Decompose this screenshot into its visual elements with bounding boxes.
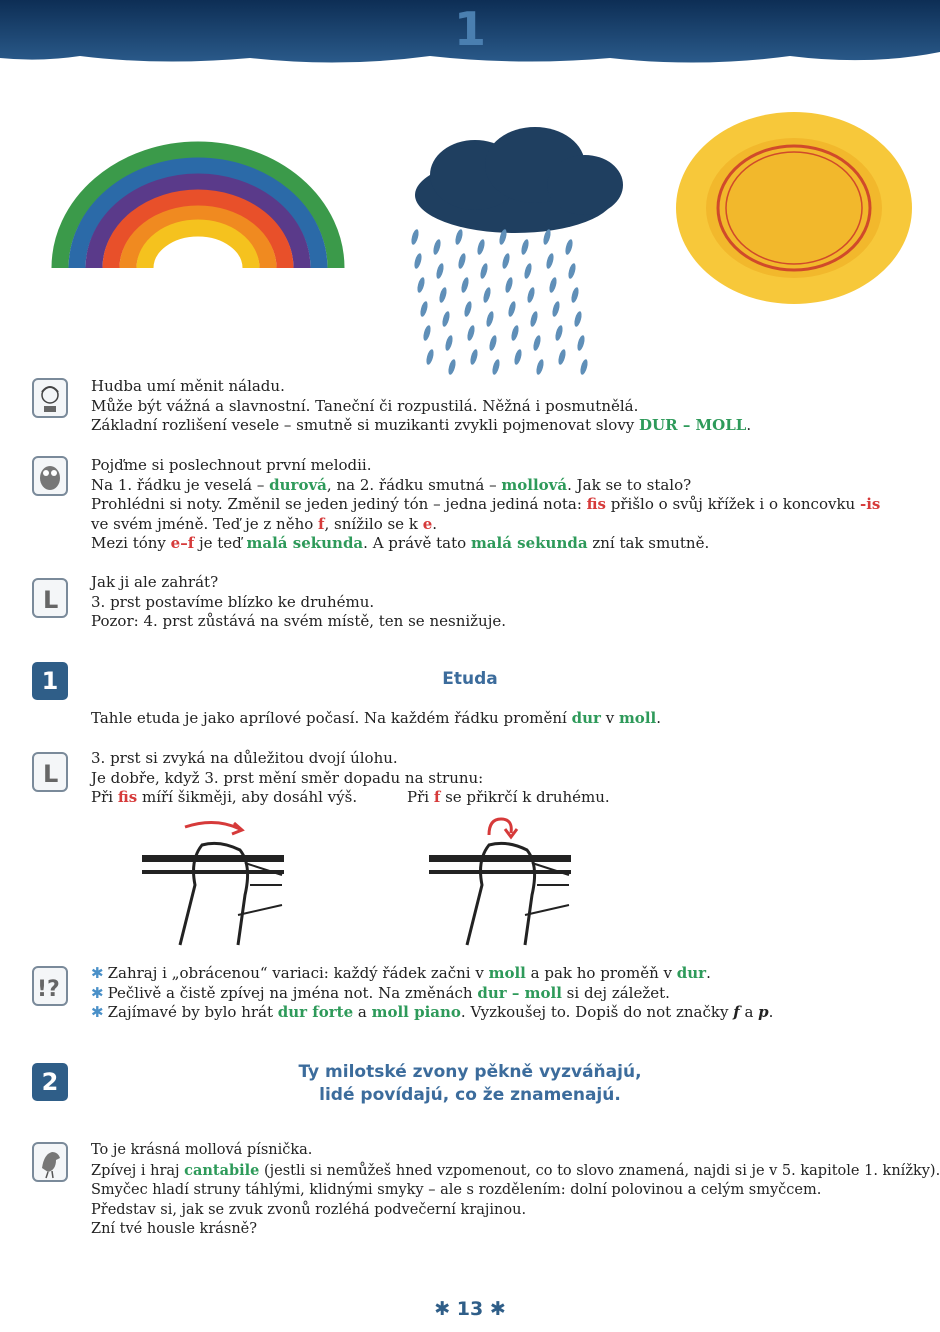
ornament-icon: ✱ bbox=[489, 1298, 506, 1320]
raindrop bbox=[501, 252, 511, 269]
play-line: 3. prst postavíme blízko ke druhému. bbox=[91, 592, 375, 611]
term-mala-sekunda: malá sekunda bbox=[470, 534, 588, 553]
bullet-icon: ✱ bbox=[91, 964, 104, 982]
term-moll: moll bbox=[488, 964, 526, 982]
term-mala-sekunda: malá sekunda bbox=[246, 534, 364, 553]
raindrop bbox=[422, 324, 432, 341]
task-item bbox=[91, 964, 773, 984]
note-f: f bbox=[318, 514, 325, 533]
etuda-text bbox=[91, 709, 661, 729]
raindrop bbox=[573, 310, 583, 327]
text-run: a pak ho proměň v bbox=[525, 964, 677, 982]
song-line: Představ si, jak se zvuk zvonů rozléhá podvečerní krajinou. bbox=[91, 1201, 527, 1218]
note-e: e bbox=[170, 534, 181, 553]
raindrop bbox=[523, 262, 533, 279]
raindrop bbox=[416, 276, 426, 293]
left-hand-icon bbox=[32, 578, 68, 618]
term-dur: dur bbox=[477, 983, 507, 1002]
text-run: (jestli si nemůžeš hned vzpomenout, co to slovo znamená, najdi si je v 5. kapitole 1. knížky). bbox=[259, 1162, 940, 1179]
term-cantabile: cantabile bbox=[184, 1161, 260, 1179]
chapter-banner bbox=[0, 0, 940, 70]
raindrop bbox=[567, 262, 577, 279]
dash: – bbox=[506, 983, 525, 1002]
listen-line bbox=[91, 476, 880, 496]
note-fis: fis bbox=[117, 788, 138, 807]
listen-line: Pojďme si poslechnout první melodii. bbox=[91, 456, 372, 474]
listen-text bbox=[91, 456, 880, 554]
raindrop bbox=[485, 310, 495, 327]
text-run: zní tak smutně. bbox=[587, 534, 710, 553]
sun-illustration bbox=[672, 108, 917, 308]
ornament-icon: ✱ bbox=[434, 1298, 451, 1320]
term-moll: moll bbox=[618, 709, 657, 727]
raindrop bbox=[529, 310, 539, 327]
raindrop bbox=[513, 348, 523, 365]
raindrop bbox=[432, 238, 442, 255]
raindrop bbox=[535, 358, 545, 375]
text-run: Zahraj i „obrácenou“ variaci: každý řádek začni v bbox=[107, 964, 489, 982]
term-moll-piano: moll piano bbox=[371, 1003, 461, 1022]
raindrop bbox=[441, 310, 451, 327]
text-run: . bbox=[768, 1003, 774, 1022]
raindrop bbox=[520, 238, 530, 255]
bullet-icon: ✱ bbox=[91, 983, 104, 1002]
dynamic-forte-sign: f bbox=[733, 1003, 740, 1022]
text-run: Zpívej i hraj bbox=[91, 1162, 185, 1179]
svg-text:L: L bbox=[43, 760, 59, 788]
hand-f-illustration bbox=[427, 815, 577, 950]
bullet-icon: ✱ bbox=[91, 1003, 104, 1022]
svg-text:L: L bbox=[43, 586, 59, 614]
intro-line bbox=[91, 416, 751, 436]
note-fis: fis bbox=[586, 495, 607, 514]
term-mollova: mollová bbox=[501, 475, 568, 494]
text-run: v bbox=[600, 709, 619, 727]
etuda-line bbox=[91, 709, 661, 729]
term-moll: moll bbox=[524, 983, 562, 1002]
raindrop bbox=[447, 358, 457, 375]
play-line: Jak ji ale zahrát? bbox=[91, 573, 219, 591]
intro-text bbox=[91, 377, 751, 436]
text-run: . Jak se to stalo? bbox=[567, 475, 692, 494]
listen-line bbox=[91, 495, 880, 515]
raindrop bbox=[507, 300, 517, 317]
song-line: Smyčec hladí struny táhlými, klidnými smyky – ale s rozdělením: dolní polovinou a celým smyčcem. bbox=[91, 1182, 822, 1199]
tasks-text bbox=[91, 964, 773, 1023]
rainbow-illustration bbox=[40, 118, 355, 278]
raindrop bbox=[438, 286, 448, 303]
text-run: míří šikměji, aby dosáhl výš. bbox=[137, 788, 358, 807]
finger-line: Je dobře, když 3. prst mění směr dopadu na strunu: bbox=[91, 768, 484, 787]
raindrop bbox=[425, 348, 435, 365]
raindrop bbox=[504, 276, 514, 293]
page-number bbox=[0, 1298, 940, 1320]
raindrop bbox=[579, 358, 589, 375]
raindrop bbox=[491, 358, 501, 375]
song-line bbox=[91, 1161, 940, 1182]
raindrop bbox=[419, 300, 429, 317]
text-run: Zajímavé by bylo hrát bbox=[107, 1003, 278, 1022]
section-title-etuda: Etuda bbox=[442, 669, 498, 689]
intro-line: Může být vážná a slavnostní. Taneční či rozpustilá. Něžná i posmutnělá. bbox=[91, 396, 639, 415]
text-run: Při bbox=[91, 788, 118, 807]
text-run: Základní rozlišení vesele – smutně si muzikanti zvykli pojmenovat slovy bbox=[91, 416, 640, 435]
section-number-2: 2 bbox=[32, 1063, 68, 1101]
song-text bbox=[91, 1141, 940, 1240]
text-run: . Vyzkoušej to. Dopiš do not značky bbox=[460, 1003, 734, 1022]
listen-line bbox=[91, 534, 880, 554]
text-run: , na 2. řádku smutná – bbox=[326, 475, 502, 494]
text-run: Při bbox=[407, 788, 434, 806]
note-e: e bbox=[422, 514, 433, 533]
owl-icon bbox=[32, 456, 68, 496]
text-run: , snížilo se k bbox=[324, 514, 423, 533]
text-run: Prohlédni si noty. Změnil se jeden jediný tón – jedna jediná nota: bbox=[91, 495, 587, 514]
dynamic-piano-sign: p bbox=[758, 1003, 769, 1022]
raindrop bbox=[466, 324, 476, 341]
raindrop bbox=[548, 276, 558, 293]
note-f: f bbox=[433, 788, 441, 806]
text-run: Tahle etuda je jako aprílové počasí. Na každém řádku promění bbox=[91, 709, 572, 727]
note-f: f bbox=[187, 534, 195, 553]
question-exclamation-icon bbox=[32, 966, 68, 1006]
term-dur-forte: dur forte bbox=[277, 1003, 354, 1022]
text-run: ve svém jméně. Teď je z něho bbox=[91, 514, 319, 533]
song-line: Zní tvé housle krásně? bbox=[91, 1221, 258, 1238]
suffix-is: -is bbox=[859, 495, 881, 514]
raindrop bbox=[532, 334, 542, 351]
text-run: a bbox=[739, 1003, 759, 1022]
text-run: Na 1. řádku je veselá – bbox=[91, 475, 270, 494]
text-run: . A právě tato bbox=[363, 534, 471, 553]
raindrop bbox=[454, 228, 464, 245]
intro-line: Hudba umí měnit náladu. bbox=[91, 377, 285, 395]
raindrop bbox=[469, 348, 479, 365]
raindrop bbox=[479, 262, 489, 279]
song-title-line: lidé povídajú, co že znamenajú. bbox=[319, 1085, 621, 1105]
text-run: přišlo o svůj křížek i o koncovku bbox=[606, 495, 860, 514]
raindrop bbox=[554, 324, 564, 341]
raindrop bbox=[510, 324, 520, 341]
raindrop bbox=[410, 228, 420, 245]
raindrop bbox=[413, 252, 423, 269]
page-number-value: 13 bbox=[456, 1298, 484, 1320]
term-dur: dur bbox=[676, 964, 707, 982]
finger-line bbox=[407, 788, 610, 808]
text-run: Pečlivě a čistě zpívej na jména not. Na změnách bbox=[107, 983, 478, 1002]
section-number-1: 1 bbox=[32, 662, 68, 700]
dash: – bbox=[180, 534, 188, 553]
raindrop bbox=[435, 262, 445, 279]
raindrop bbox=[576, 334, 586, 351]
play-line: Pozor: 4. prst zůstává na svém místě, ten se nesnižuje. bbox=[91, 612, 507, 631]
bird-icon bbox=[32, 1142, 68, 1182]
raindrop bbox=[545, 252, 555, 269]
task-item bbox=[91, 984, 773, 1004]
rain-cloud-illustration bbox=[395, 125, 635, 390]
term-durova: durová bbox=[269, 475, 327, 494]
dur-moll-term: DUR – MOLL bbox=[639, 416, 747, 435]
chapter-number: 1 bbox=[453, 2, 486, 56]
finger-text-right bbox=[407, 788, 610, 808]
raindrop bbox=[526, 286, 536, 303]
text-run: . bbox=[656, 709, 661, 727]
text-run: . bbox=[706, 964, 711, 982]
raindrop bbox=[460, 276, 470, 293]
raindrop bbox=[488, 334, 498, 351]
singer-icon bbox=[32, 378, 68, 418]
song-line: To je krásná mollová písnička. bbox=[91, 1142, 313, 1158]
text-run: . bbox=[432, 514, 438, 533]
play-text bbox=[91, 573, 506, 632]
text-run: si dej záležet. bbox=[561, 983, 670, 1002]
task-item bbox=[91, 1003, 773, 1023]
listen-line bbox=[91, 515, 880, 535]
text-run: je teď bbox=[194, 534, 247, 553]
text-run: se přikrčí k druhému. bbox=[440, 788, 610, 806]
hand-fis-illustration bbox=[140, 815, 290, 950]
left-hand-icon bbox=[32, 752, 68, 792]
term-dur: dur bbox=[571, 709, 601, 727]
raindrop bbox=[463, 300, 473, 317]
svg-text:!?: !? bbox=[37, 977, 60, 1002]
section-title-song bbox=[0, 1061, 940, 1107]
raindrop bbox=[476, 238, 486, 255]
raindrop bbox=[557, 348, 567, 365]
raindrop bbox=[564, 238, 574, 255]
raindrop bbox=[482, 286, 492, 303]
raindrop bbox=[444, 334, 454, 351]
song-title-line: Ty milotské zvony pěkně vyzváňajú, bbox=[298, 1062, 642, 1082]
finger-line: 3. prst si zvyká na důležitou dvojí úlohu. bbox=[91, 749, 398, 767]
raindrop bbox=[570, 286, 580, 303]
text-run: . bbox=[746, 416, 752, 435]
raindrop bbox=[457, 252, 467, 269]
text-run: Mezi tóny bbox=[91, 534, 171, 553]
raindrop bbox=[551, 300, 561, 317]
text-run: a bbox=[353, 1003, 372, 1022]
